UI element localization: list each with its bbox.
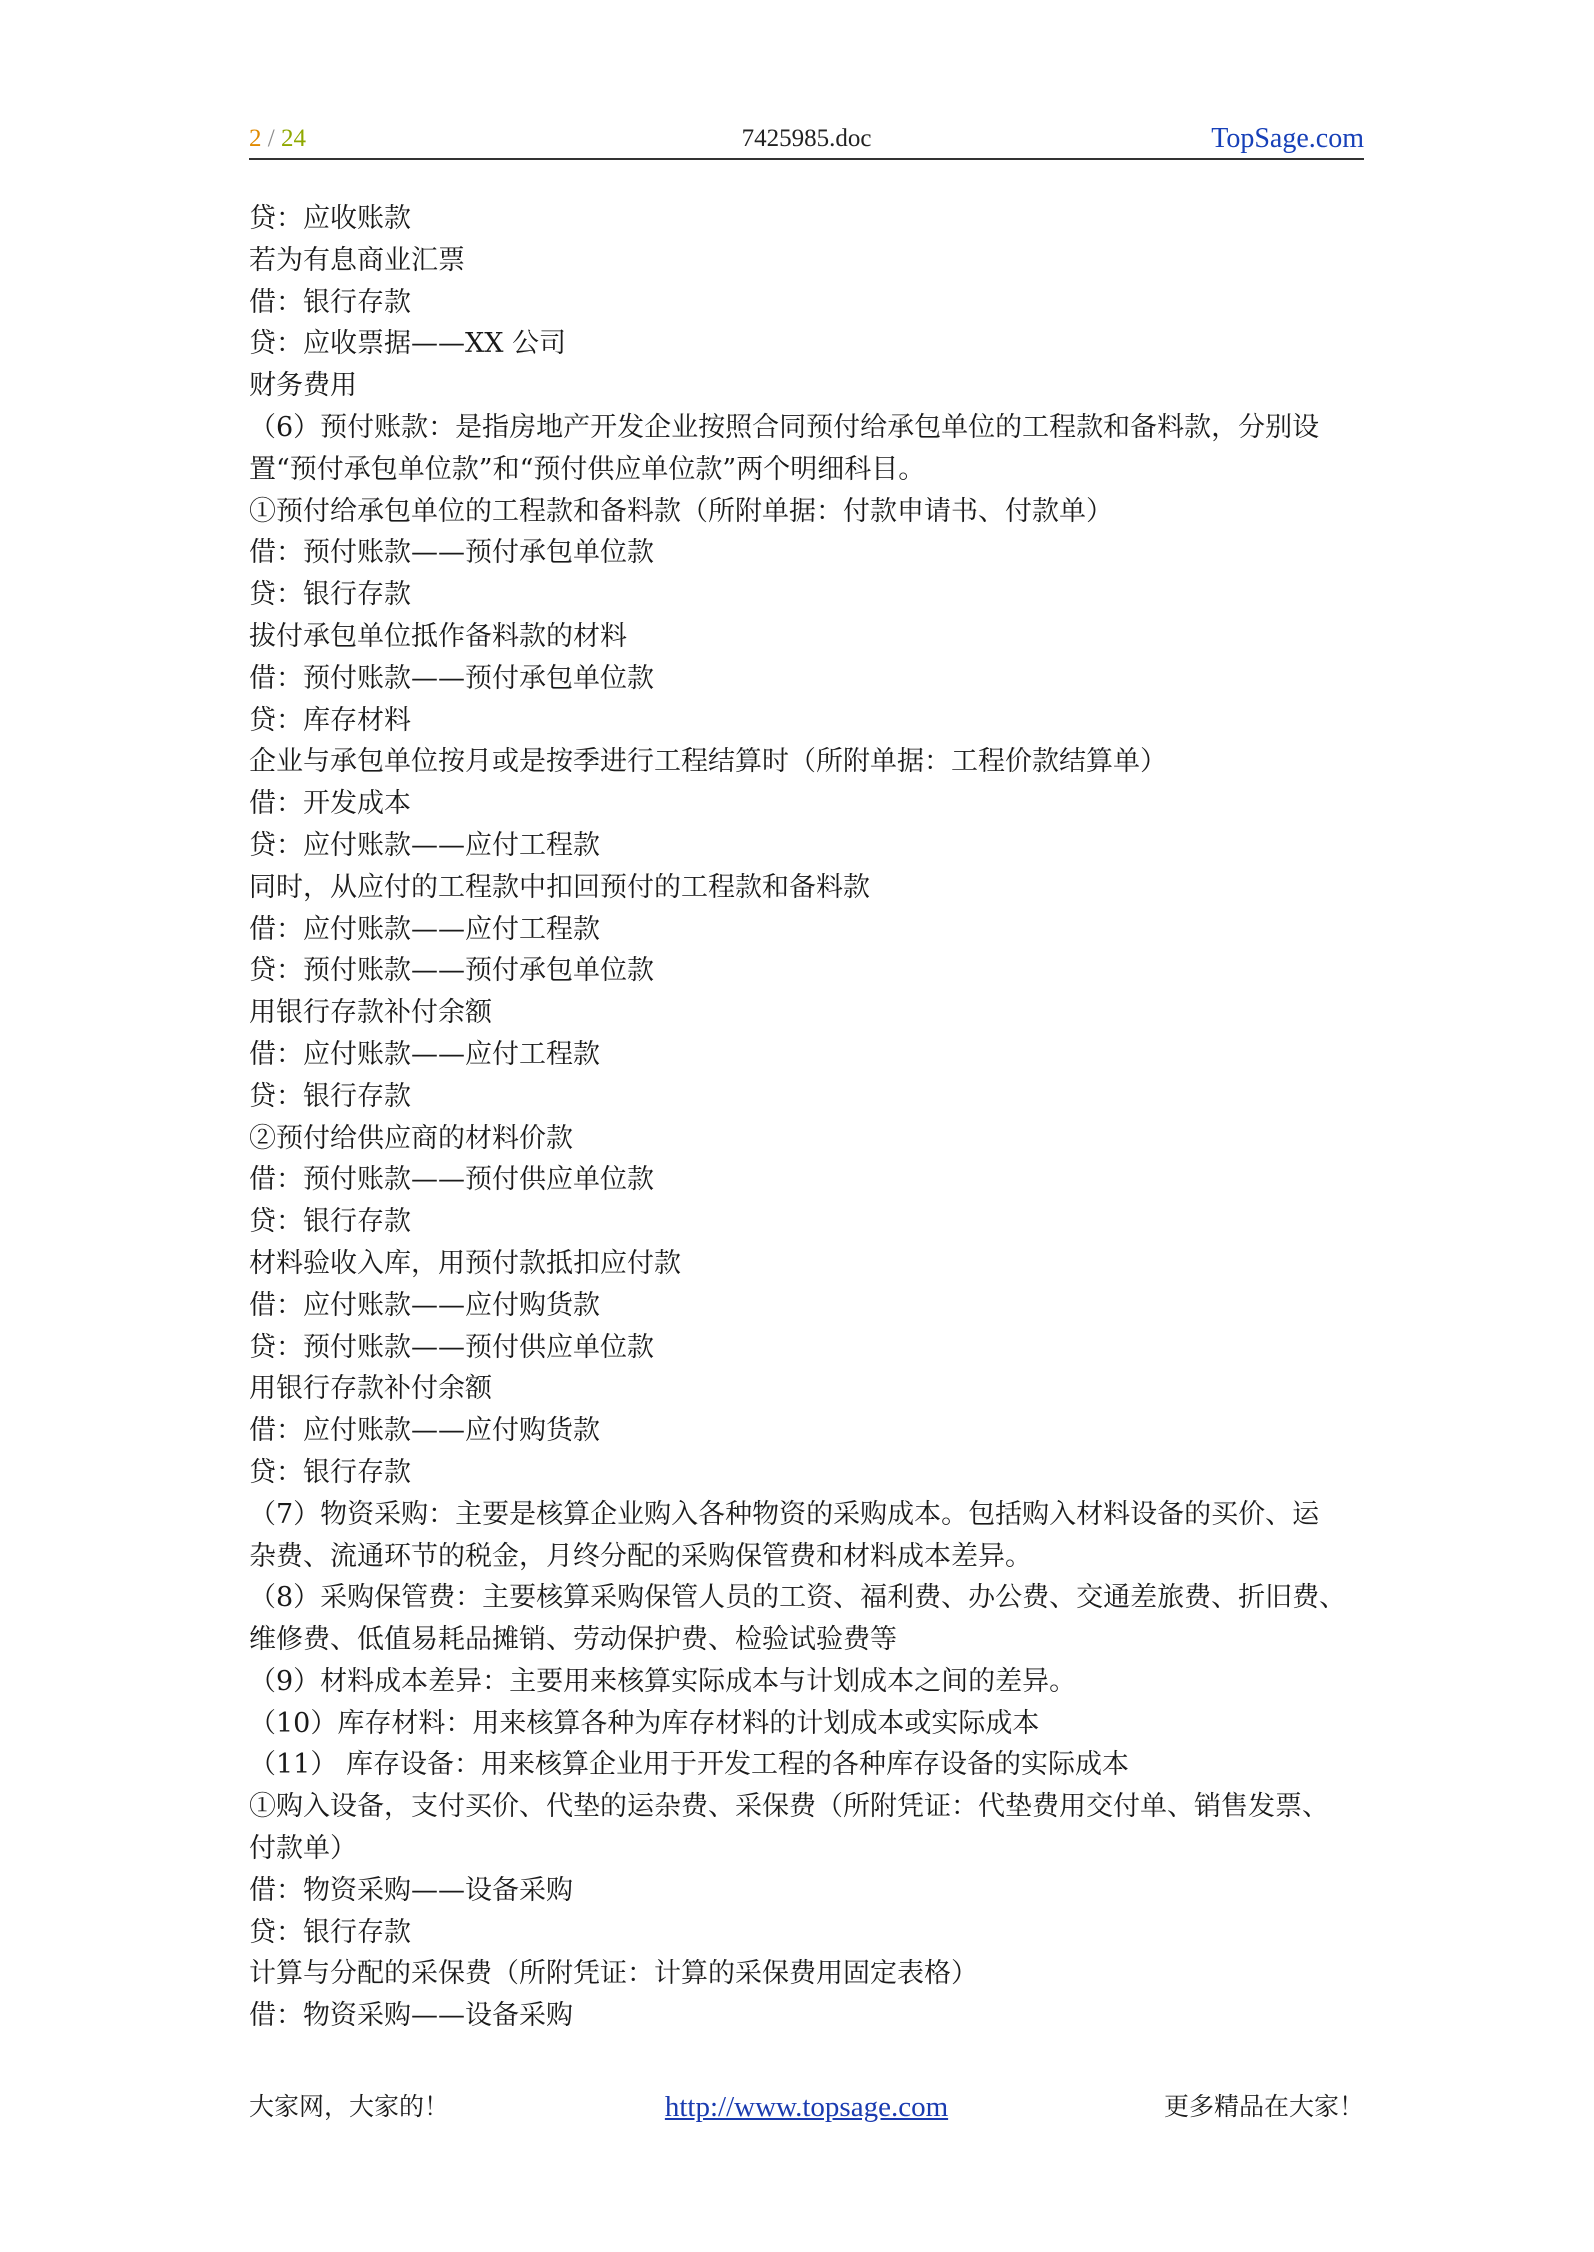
page-current: 2 [249,125,262,152]
body-line: 贷：银行存款 [249,1456,411,1488]
body-line: 借：预付账款——预付供应单位款 [249,1164,654,1196]
body-line: ①预付给承包单位的工程款和备料款（所附单据：付款申请书、付款单） [249,495,1113,527]
body-line: （9）材料成本差异：主要用来核算实际成本与计划成本之间的差异。 [249,1665,1077,1697]
body-line: 用银行存款补付余额 [249,997,492,1029]
document-body [249,198,1359,2037]
body-line: 同时，从应付的工程款中扣回预付的工程款和备料款 [249,871,870,903]
body-line: 借：应付账款——应付工程款 [249,913,600,945]
body-line: 贷：银行存款 [249,579,411,611]
body-line: 借：应付账款——应付工程款 [249,1038,600,1070]
footer-link[interactable]: http://www.topsage.com [664,2091,949,2123]
body-line: 贷：应付账款——应付工程款 [249,829,600,861]
body-line: 贷：银行存款 [249,1916,411,1948]
body-line: 置“预付承包单位款”和“预付供应单位款”两个明细科目。 [249,453,926,485]
body-line: 借：预付账款——预付承包单位款 [249,662,654,694]
body-line: （10）库存材料：用来核算各种为库存材料的计划成本或实际成本 [249,1707,1040,1739]
body-line: 贷：银行存款 [249,1080,411,1112]
body-line: 借：开发成本 [249,788,411,820]
body-line: 维修费、低值易耗品摊销、劳动保护费、检验试验费等 [249,1624,897,1656]
body-line: （11） 库存设备：用来核算企业用于开发工程的各种库存设备的实际成本 [249,1749,1129,1781]
body-line: （8）采购保管费：主要核算采购保管人员的工资、福利费、办公费、交通差旅费、折旧费、 [249,1582,1347,1614]
body-line: 企业与承包单位按月或是按季进行工程结算时（所附单据：工程价款结算单） [249,746,1167,778]
page-separator: / [267,125,275,152]
body-line: 贷：应收票据——XX 公司 [249,328,567,360]
body-line: 若为有息商业汇票 [249,244,465,276]
body-line: 贷：银行存款 [249,1206,411,1238]
body-line: 借：应付账款——应付购货款 [249,1415,600,1447]
body-line: 借：物资采购——设备采购 [249,2000,573,2032]
body-line: ①购入设备，支付买价、代垫的运杂费、采保费（所附凭证：代垫费用交付单、销售发票、 [249,1791,1329,1823]
document-filename: 7425985.doc [741,125,872,152]
body-line: （6）预付账款：是指房地产开发企业按照合同预付给承包单位的工程款和备料款，分别设 [249,411,1320,443]
body-line: 借：预付账款——预付承包单位款 [249,537,654,569]
body-line: 财务费用 [249,370,357,402]
body-line: ②预付给供应商的材料价款 [249,1122,573,1154]
body-line: 计算与分配的采保费（所附凭证：计算的采保费用固定表格） [249,1958,978,1990]
body-line: 杂费、流通环节的税金，月终分配的采购保管费和材料成本差异。 [249,1540,1032,1572]
site-name: TopSage.com [1211,123,1364,154]
body-line: 付款单） [249,1833,357,1865]
body-line: 借：物资采购——设备采购 [249,1874,573,1906]
body-line: 拔付承包单位抵作备料款的材料 [249,620,627,652]
body-line: 贷：库存材料 [249,704,411,736]
page-footer [249,2088,1364,2126]
body-line: 材料验收入库，用预付款抵扣应付款 [249,1247,681,1279]
body-line: 借：应付账款——应付购货款 [249,1289,600,1321]
body-line: （7）物资采购：主要是核算企业购入各种物资的采购成本。包括购入材料设备的买价、运 [249,1498,1320,1530]
body-line: 借：银行存款 [249,286,411,318]
body-line: 贷：预付账款——预付承包单位款 [249,955,654,987]
body-line: 用银行存款补付余额 [249,1373,492,1405]
body-line: 贷：预付账款——预付供应单位款 [249,1331,654,1363]
body-line: 贷：应收账款 [249,203,411,234]
footer-slogan: 大家网，大家的！ [249,2092,450,2121]
page-total: 24 [280,125,306,152]
footer-tagline: 更多精品在大家！ [1163,2092,1364,2121]
page-header [249,122,1364,160]
